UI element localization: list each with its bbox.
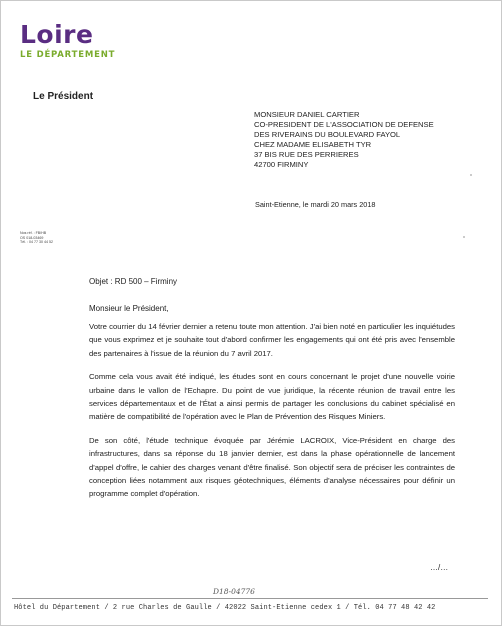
recipient-line: CHEZ MADAME ELISABETH TYR (254, 139, 372, 149)
letter-body (89, 320, 455, 501)
body-paragraph: Votre courrier du 14 février dernier a retenu toute mon attention. J'ai bien noté en particulier les inquiétudes que vous exprimez et je souhaite tout d'abord confirmer les engagements qui ont été pris avec l'ensemble des partenaires à l'issue de la réunion du 7 avril 2017. (89, 322, 455, 358)
scan-speck (463, 236, 465, 238)
reference-block (20, 231, 53, 245)
recipient-line: 42700 FIRMINY (254, 159, 309, 169)
logo-subtitle: LE DÉPARTEMENT (20, 50, 116, 60)
footer-address: Hôtel du Département / 2 rue Charles de Gaulle / 42022 Saint-Etienne cedex 1 / Tél. 04 77 48 42 42 (14, 604, 436, 612)
recipient-line: 37 BIS RUE DES PERRIERES (254, 149, 359, 159)
reference-line: Tél. : 04 77 30 44 52 (20, 240, 53, 245)
footer-divider (12, 598, 488, 599)
handwritten-registry-number: D18-04776 (213, 587, 255, 596)
reference-line: OS 018-03469 (20, 235, 44, 240)
scan-speck (470, 174, 472, 176)
recipient-line: DES RIVERAINS DU BOULEVARD FAYOL (254, 129, 401, 139)
sender-title: Le Président (33, 91, 94, 102)
department-logo (20, 22, 115, 60)
recipient-line: CO-PRESIDENT DE L'ASSOCIATION DE DEFENSE (254, 119, 434, 129)
body-paragraph: De son côté, l'étude technique évoquée par Jérémie LACROIX, Vice-Président en charge des infrastructures, dans sa réponse du 18 janvier dernier, est dans la phase opérationnelle de lancement d'appel d'offre, le cahier des charges venant d'être finalisé. Son objectif sera de préciser les contraintes de conception liées notamment aux risques géotechniques, éléments d'analyse nécessaires pour définir un programme complet d'opération. (89, 435, 455, 499)
recipient-address (254, 110, 434, 169)
date-line: Saint-Etienne, le mardi 20 mars 2018 (255, 200, 376, 209)
reference-line: Nos réf. : FB/HB (20, 231, 47, 235)
salutation: Monsieur le Président, (89, 304, 169, 313)
body-paragraph: Comme cela vous avait été indiqué, les études sont en cours concernant le projet d'une nouvelle voirie urbaine dans le vallon de l'Echapre. Du point de vue juridique, la récente réunion de travail entre les services départementaux et de l'État a ainsi permis de partager les conclusions du cabinet spécialisé en matière de compatibilité de l'opération avec le Plan de Prévention des Risques Miniers. (89, 372, 455, 422)
recipient-line: MONSIEUR DANIEL CARTIER (254, 110, 360, 119)
continuation-mark: …/… (430, 563, 449, 572)
object-line: Objet : RD 500 – Firminy (89, 277, 178, 286)
logo-wordmark: Loire (20, 20, 94, 49)
